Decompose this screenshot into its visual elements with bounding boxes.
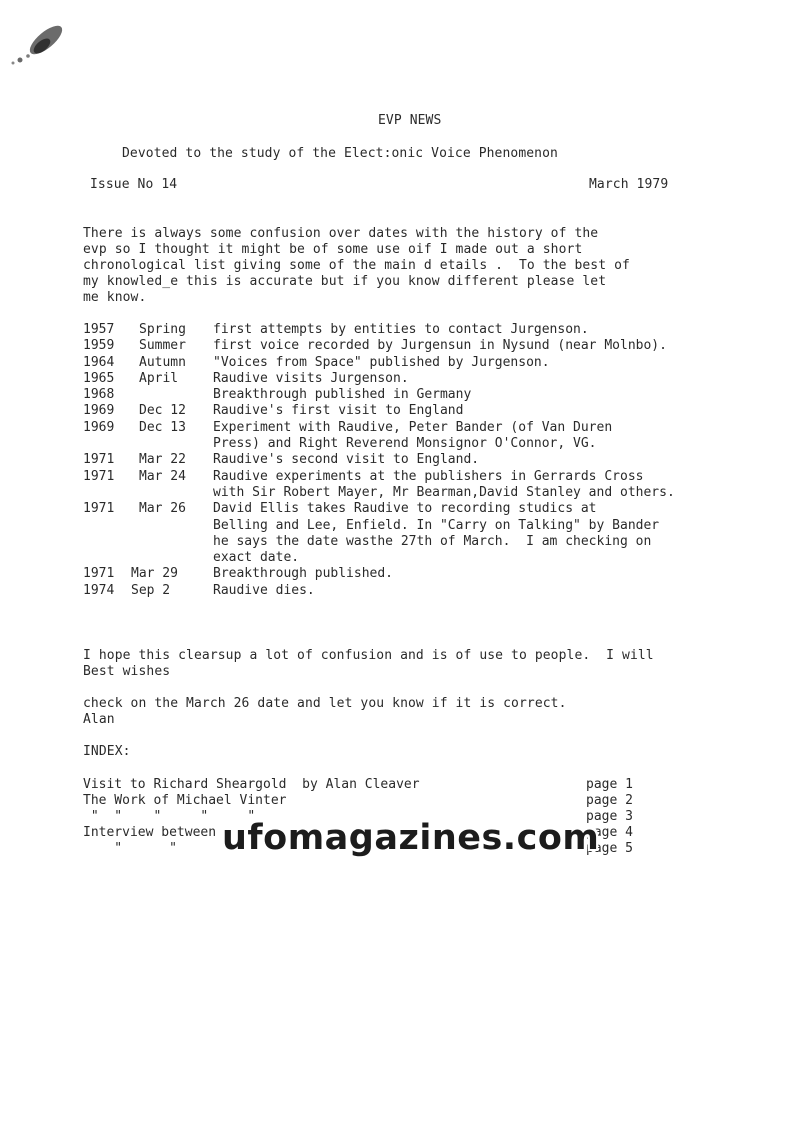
- closing-line: check on the March 26 date and let you know if it is correct.: [83, 696, 567, 711]
- index-entry: [83, 793, 643, 809]
- chronology-year: 1965: [83, 370, 115, 386]
- chronology-row: [83, 452, 723, 468]
- chronology-event: David Ellis takes Raudive to recording studics at: [213, 501, 597, 517]
- chronology-event: Raudive's first visit to England: [213, 403, 464, 419]
- chronology-event: exact date.: [213, 550, 300, 566]
- chronology-row: [83, 485, 723, 501]
- chronology-year: 1971: [83, 468, 115, 484]
- chronology-when: Mar 24: [139, 468, 186, 484]
- chronology-when: Spring: [139, 322, 186, 337]
- chronology-event: Breakthrough published in Germany: [213, 387, 472, 403]
- index-entry-page: page 2: [586, 793, 633, 808]
- chronology-row: [83, 469, 723, 485]
- chronology-year: 1969: [83, 403, 115, 419]
- chronology-row: [83, 501, 723, 517]
- index-entry-title: " " " " ": [83, 809, 256, 824]
- newsletter-title: EVP NEWS: [378, 113, 442, 128]
- chronology-event: "Voices from Space" published by Jurgenson.: [213, 354, 550, 370]
- index-entry-title: The Work of Michael Vinter: [83, 793, 287, 808]
- chronology-row: [83, 322, 723, 338]
- chronology-row: [83, 566, 723, 582]
- closing-line: I hope this clearsup a lot of confusion and is of use to people. I will: [83, 648, 654, 663]
- chronology-year: 1959: [83, 338, 115, 354]
- intro-line: chronological list giving some of the main d etails . To the best of: [83, 258, 630, 273]
- ink-smudge-mark: [4, 14, 74, 69]
- chronology-event: first attempts by entities to contact Jurgenson.: [213, 322, 589, 337]
- index-heading: INDEX:: [83, 744, 131, 759]
- chronology-row: [83, 420, 723, 436]
- chronology-year: 1964: [83, 354, 115, 370]
- chronology-when: Summer: [139, 338, 186, 354]
- chronology-row: [83, 583, 723, 599]
- chronology-list: [83, 322, 723, 599]
- issue-date: March 1979: [589, 177, 669, 192]
- chronology-year: 1971: [83, 566, 115, 582]
- chronology-row: [83, 403, 723, 419]
- chronology-event: Breakthrough published.: [213, 566, 394, 582]
- chronology-row: [83, 338, 723, 354]
- chronology-row: [83, 436, 723, 452]
- chronology-row: [83, 534, 723, 550]
- signature: Alan: [83, 712, 115, 727]
- chronology-when: Dec 12: [139, 403, 186, 419]
- chronology-event: Press) and Right Reverend Monsignor O'Connor, VG.: [213, 436, 597, 452]
- chronology-year: 1969: [83, 419, 115, 435]
- chronology-when: Dec 13: [139, 419, 186, 435]
- chronology-row: [83, 518, 723, 534]
- chronology-year: 1971: [83, 452, 115, 468]
- chronology-event: first voice recorded by Jurgensun in Nysund (near Molnbo).: [213, 338, 667, 354]
- chronology-event: Raudive experiments at the publishers in Gerrards Cross: [213, 468, 644, 484]
- index-entry-page: page 1: [586, 777, 633, 792]
- chronology-year: 1971: [83, 501, 115, 517]
- index-entry-title: " ": [83, 841, 177, 856]
- chronology-year: 1968: [83, 387, 115, 403]
- newsletter-subtitle: Devoted to the study of the Elect:onic Voice Phenomenon: [122, 146, 558, 161]
- chronology-when: April: [139, 370, 179, 386]
- index-entry-page: page 4: [586, 825, 633, 840]
- chronology-year: 1957: [83, 322, 115, 337]
- chronology-event: Belling and Lee, Enfield. In "Carry on Talking" by Bander: [213, 517, 660, 533]
- chronology-row: [83, 371, 723, 387]
- closing-paragraph: [83, 616, 654, 744]
- intro-line: me know.: [83, 290, 147, 305]
- intro-line: evp so I thought it might be of some use oif I made out a short: [83, 242, 583, 257]
- chronology-when: Autumn: [139, 354, 186, 370]
- intro-line: There is always some confusion over dates with the history of the: [83, 226, 599, 241]
- chronology-event: Raudive dies.: [213, 582, 315, 598]
- chronology-event: Raudive visits Jurgenson.: [213, 370, 409, 386]
- index-entry-page: page 5: [586, 841, 633, 856]
- chronology-year: 1974: [83, 582, 115, 598]
- chronology-when: Mar 22: [139, 452, 186, 468]
- index-entry: [83, 777, 643, 793]
- closing-wishes: Best wishes: [83, 664, 171, 679]
- index-entry-title: Visit to Richard Sheargold by Alan Cleaver: [83, 777, 420, 792]
- chronology-row: [83, 355, 723, 371]
- chronology-row: [83, 387, 723, 403]
- intro-line: my knowled_e this is accurate but if you know different please let: [83, 274, 607, 289]
- chronology-event: he says the date wasthe 27th of March. I am checking on: [213, 533, 652, 549]
- chronology-event: Raudive's second visit to England.: [213, 452, 480, 468]
- chronology-event: with Sir Robert Mayer, Mr Bearman,David Stanley and others.: [213, 484, 675, 500]
- index-entry-title: Interview between: [83, 825, 217, 840]
- issue-number: Issue No 14: [90, 177, 178, 192]
- watermark-text: ufomagazines.com: [222, 818, 600, 858]
- chronology-when: Sep 2: [131, 582, 171, 598]
- chronology-when: Mar 26: [139, 501, 186, 517]
- chronology-event: Experiment with Raudive, Peter Bander (of Van Duren: [213, 419, 613, 435]
- chronology-row: [83, 550, 723, 566]
- index-entry-page: page 3: [586, 809, 633, 824]
- intro-paragraph: [83, 226, 683, 306]
- chronology-when: Mar 29: [131, 566, 178, 582]
